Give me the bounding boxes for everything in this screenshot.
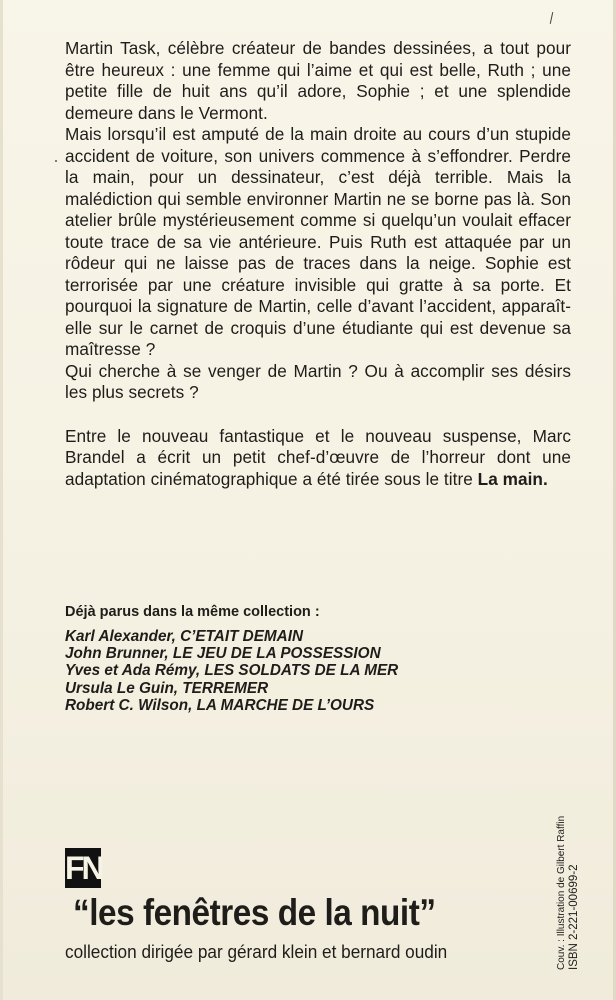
book-item: Ursula Le Guin, TERREMER	[65, 679, 269, 697]
blurb-paragraph-4	[65, 426, 571, 491]
book-item: Yves et Ada Rémy, LES SOLDATS DE LA MER	[65, 662, 399, 680]
paragraph-gap	[65, 404, 571, 426]
book-list	[65, 628, 545, 714]
blurb-paragraph-2: Mais lorsqu’il est amputé de la main droite au cours d’un stupide accident de voiture, son univers commence à s’effondrer. Perdre la main, pour un dessinateur, c’est déjà terrible. Mais la malédiction qui semble environner Martin ne se borne pas là. Son atelier brûle mystérieusement comme si quelqu’un voulait effacer toute trace de sa vie antérieure. Puis Ruth est attaquée par un rôdeur qui ne laisse pas de traces dans la neige. Sophie est terrorisée par une créature invisible qui gratte à sa porte. Et pourquoi la signature de Martin, celle d’avant l’accident, apparaît-elle sur le carnet de croquis d’une étudiante qui est devenue sa maîtresse ?	[65, 124, 571, 359]
side-credits	[555, 800, 599, 970]
cover-credit: Couv. : Illustration de Gilbert Raffin	[556, 815, 567, 970]
side-credits-text	[555, 800, 599, 970]
print-speck	[55, 160, 57, 162]
isbn: ISBN 2-221-00699-2	[568, 864, 580, 970]
series-title: “les fenêtres de la nuit”	[73, 892, 436, 933]
book-item: Robert C. Wilson, LA MARCHE DE L’OURS	[65, 696, 375, 714]
book-item: John Brunner, LE JEU DE LA POSSESSION	[65, 645, 381, 663]
series-subtitle: collection dirigée par gérard klein et bernard oudin	[65, 942, 448, 962]
publisher-logo: FN	[65, 850, 102, 886]
corner-mark	[550, 12, 553, 24]
blurb-paragraph-3: Qui cherche à se venger de Martin ? Ou à accomplir ses désirs les plus secrets ?	[65, 360, 571, 402]
blurb	[65, 38, 571, 490]
blurb-paragraph-1: Martin Task, célèbre créateur de bandes dessinées, a tout pour être heureux : une femme qui l’aime et qui est belle, Ruth ; une petite fille de huit ans qu’il adore, Sophie ; et une splendide demeure dans le Vermont.	[65, 38, 571, 123]
book-item: Karl Alexander, C’ETAIT DEMAIN	[65, 628, 303, 645]
blurb-paragraph-4-text: Entre le nouveau fantastique et le nouveau suspense, Marc Brandel a écrit un petit chef-d’œuvre de l’horreur dont une adaptation cinématographique a été tirée sous le titre	[65, 425, 571, 489]
collection-heading: Déjà parus dans la même collection :	[65, 604, 320, 620]
film-title: La main.	[477, 468, 548, 489]
collection-list	[65, 604, 545, 714]
